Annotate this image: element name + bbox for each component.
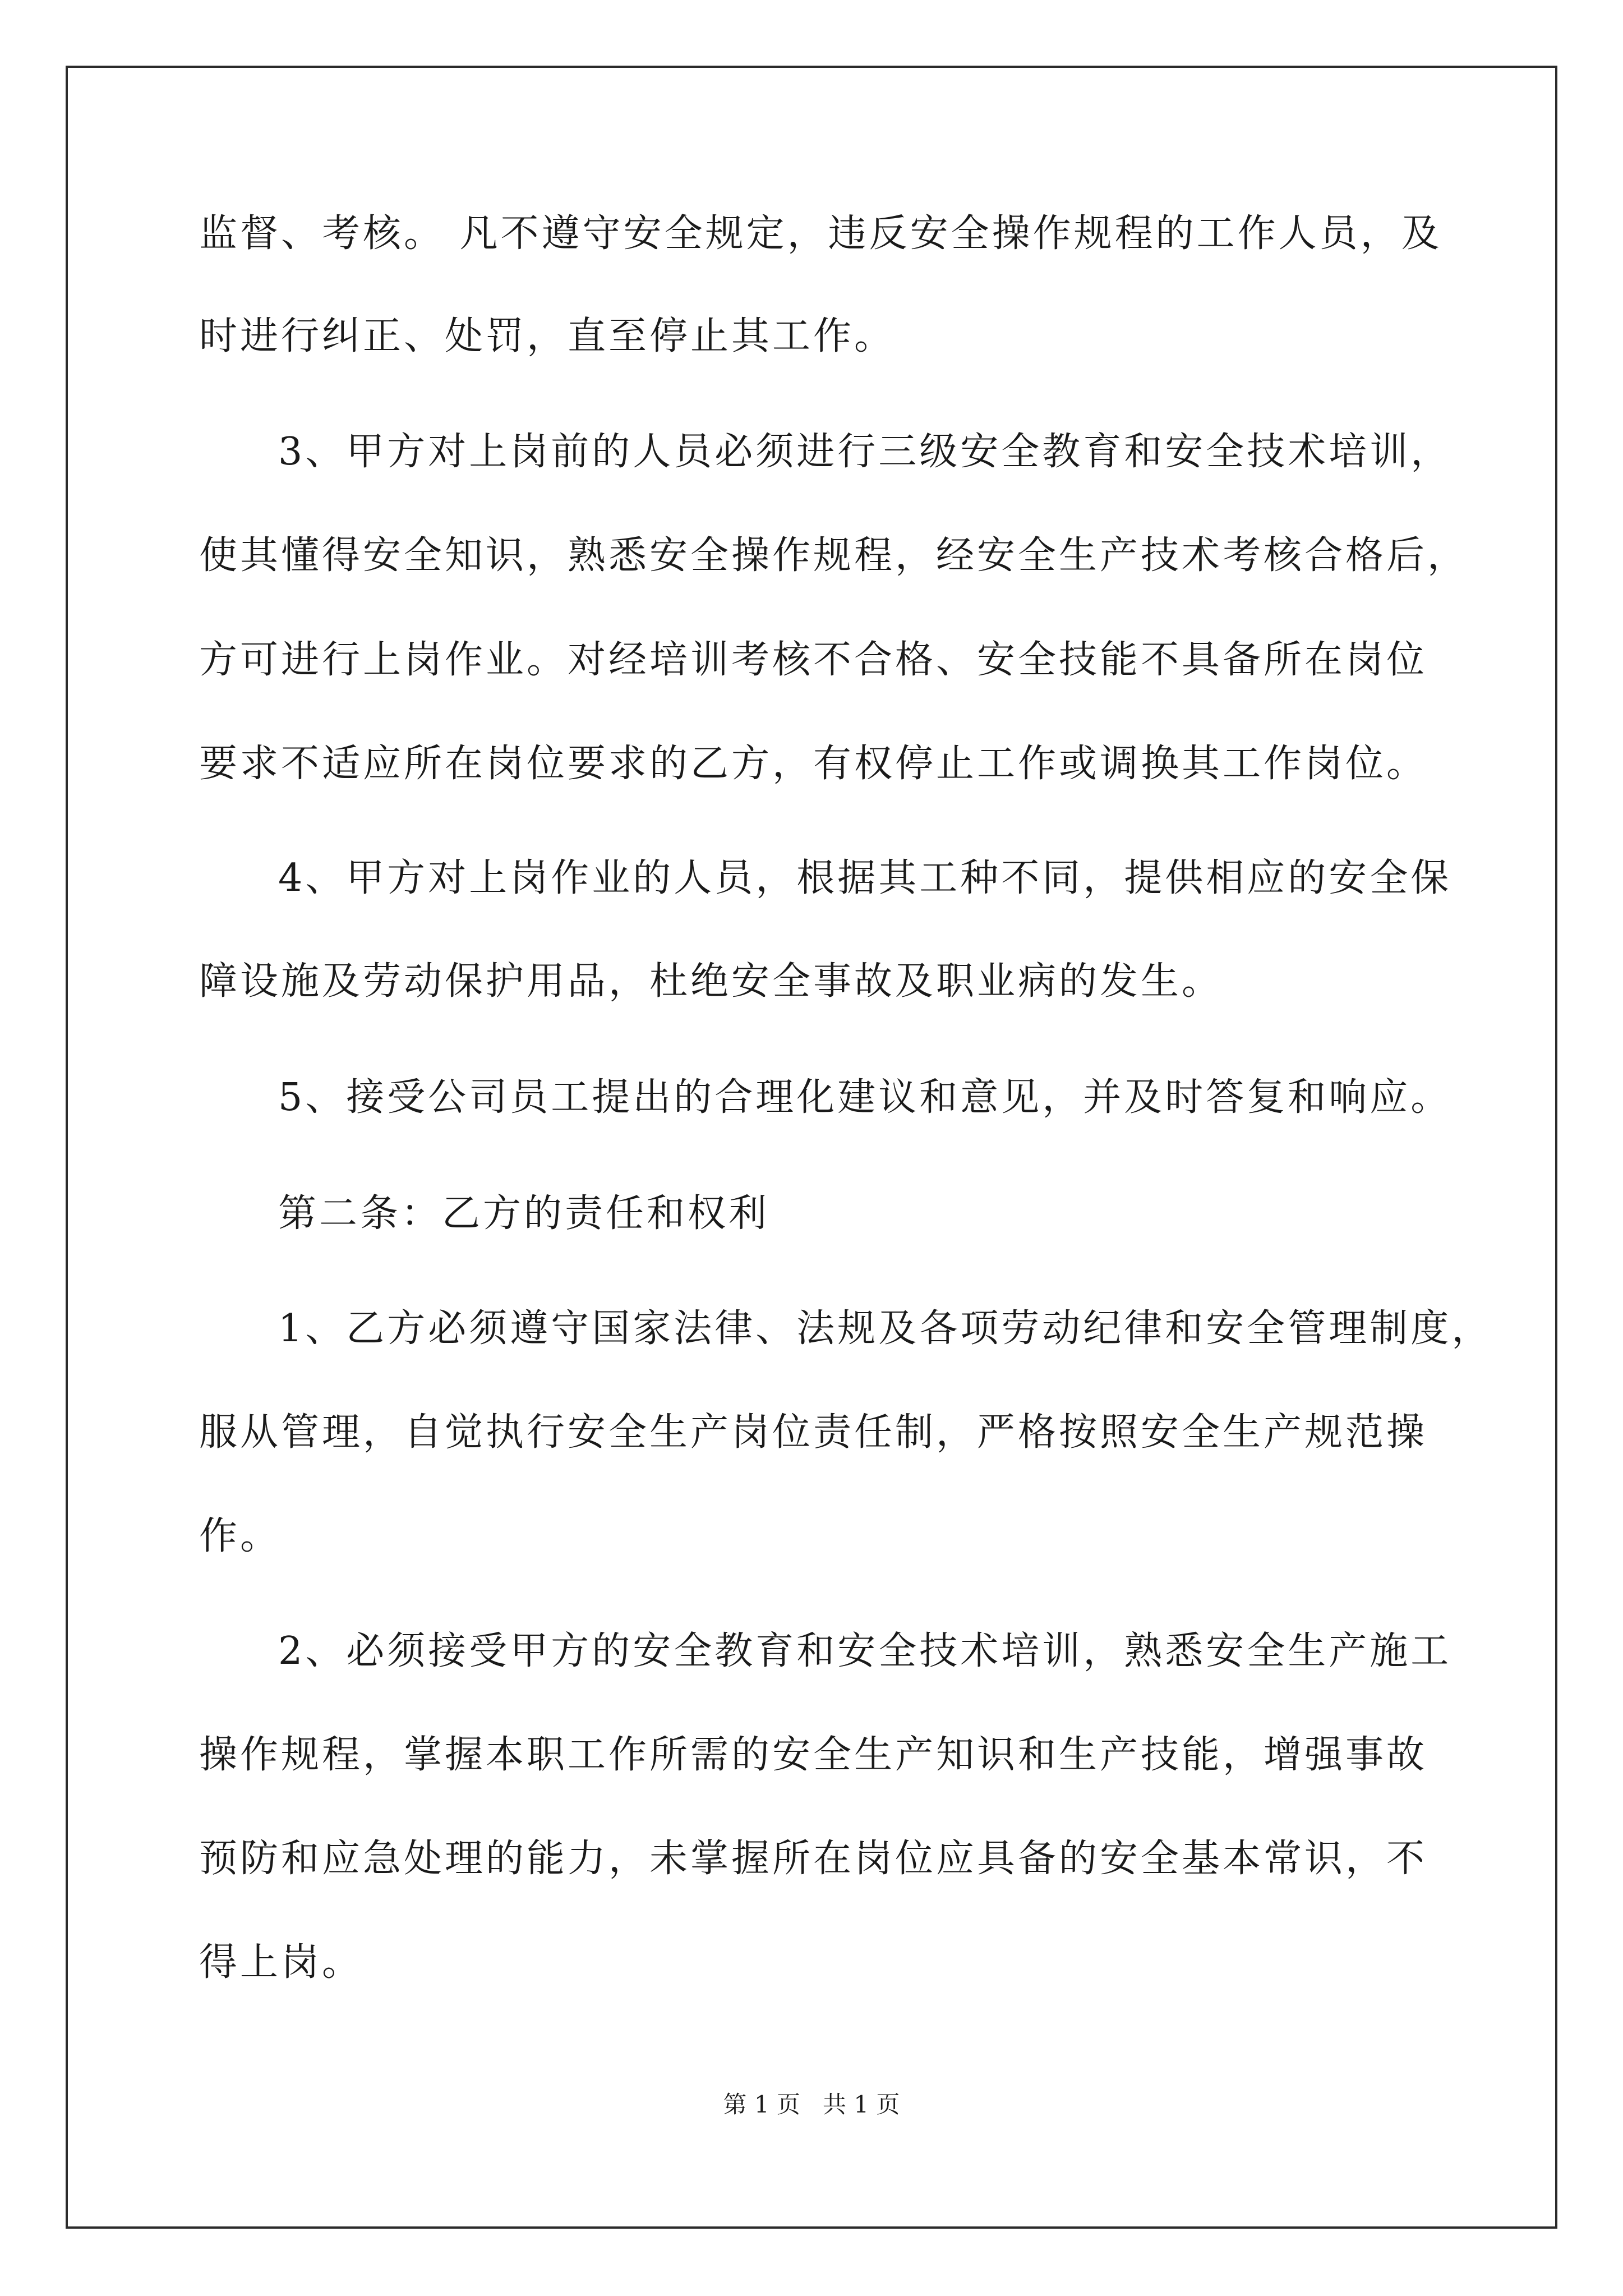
body-line: 方可进行上岗作业。对经培训考核不合格、安全技能不具备所在岗位 bbox=[199, 638, 1428, 682]
section-heading: 第二条：乙方的责任和权利 bbox=[278, 1191, 770, 1236]
body-line: 服从管理，自觉执行安全生产岗位责任制，严格按照安全生产规范操 bbox=[199, 1410, 1428, 1455]
body-line: 时进行纠正、处罚，直至停止其工作。 bbox=[199, 314, 896, 358]
body-line: 3、甲方对上岗前的人员必须进行三级安全教育和安全技术培训， bbox=[278, 430, 1452, 474]
body-line: 使其懂得安全知识，熟悉安全操作规程，经安全生产技术考核合格后， bbox=[199, 533, 1469, 578]
body-line: 障设施及劳动保护用品，杜绝安全事故及职业病的发生。 bbox=[199, 959, 1223, 1004]
body-line: 要求不适应所在岗位要求的乙方，有权停止工作或调换其工作岗位。 bbox=[199, 742, 1428, 786]
body-line: 1、乙方必须遵守国家法律、法规及各项劳动纪律和安全管理制度， bbox=[278, 1306, 1493, 1351]
body-line: 操作规程，掌握本职工作所需的安全生产知识和生产技能，增强事故 bbox=[199, 1733, 1428, 1777]
body-line: 监督、考核。 凡不遵守安全规定，违反安全操作规程的工作人员，及 bbox=[199, 211, 1442, 256]
body-line: 4、甲方对上岗作业的人员，根据其工种不同，提供相应的安全保 bbox=[278, 856, 1452, 900]
page-border bbox=[66, 66, 1557, 2229]
body-line: 作。 bbox=[199, 1514, 282, 1558]
body-line: 5、接受公司员工提出的合理化建议和意见，并及时答复和响应。 bbox=[278, 1075, 1452, 1120]
page-number: 第 1 页 共 1 页 bbox=[723, 2091, 900, 2118]
body-line: 2、必须接受甲方的安全教育和安全技术培训，熟悉安全生产施工 bbox=[278, 1629, 1452, 1673]
body-line: 得上岗。 bbox=[199, 1940, 363, 1985]
body-line: 预防和应急处理的能力，未掌握所在岗位应具备的安全基本常识，不 bbox=[199, 1837, 1428, 1881]
